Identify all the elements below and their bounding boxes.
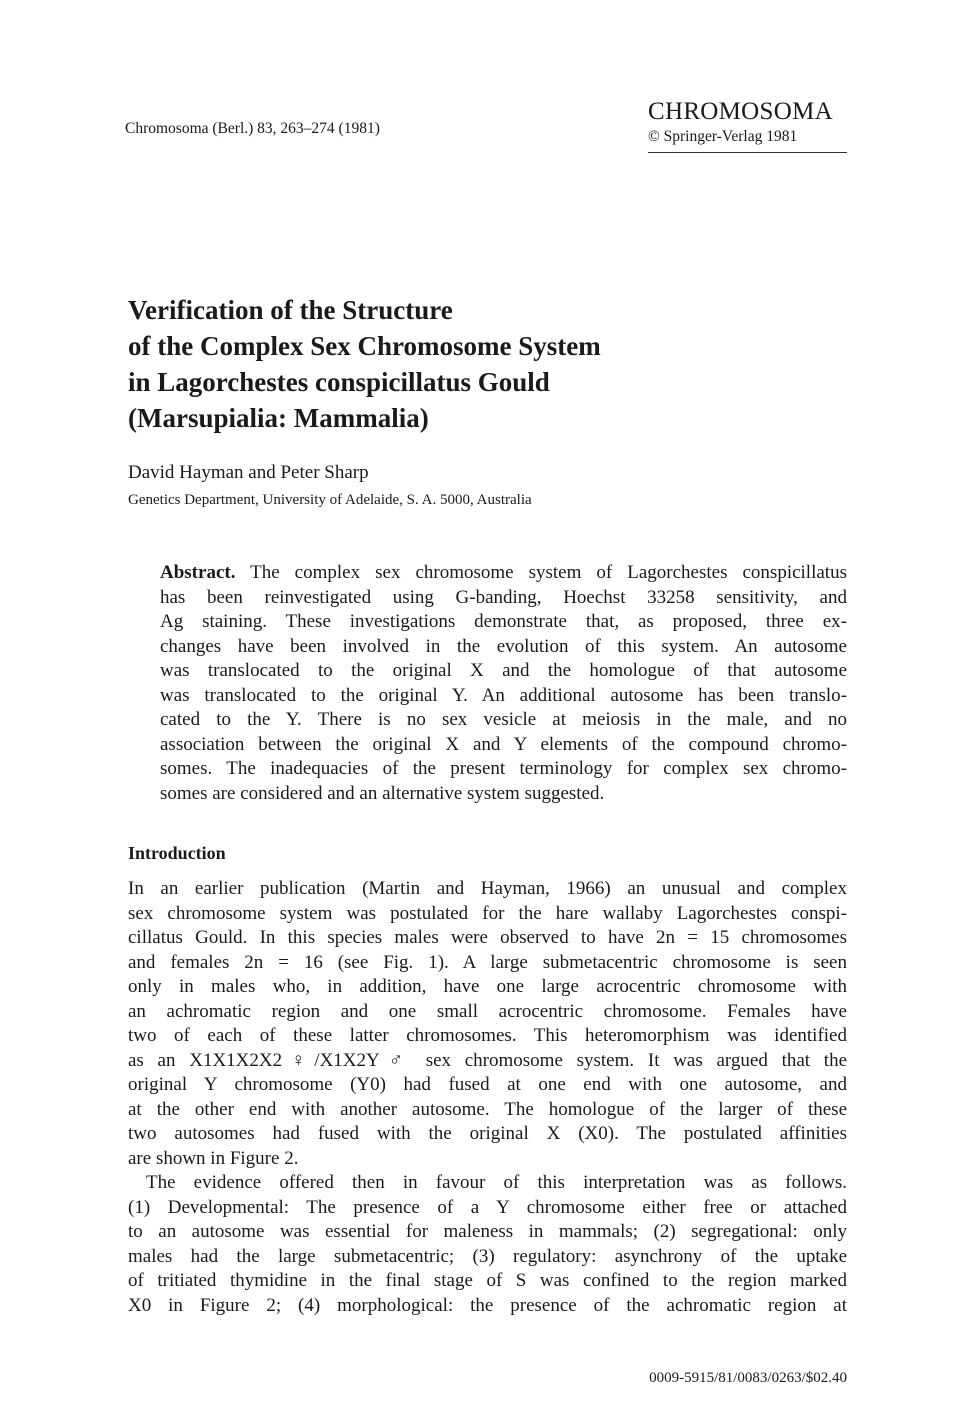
abstract-line: was translocated to the original X and the homologue of that autosome: [160, 660, 847, 681]
abstract-label: Abstract.: [160, 562, 236, 583]
publisher-copyright: © Springer-Verlag 1981: [648, 128, 798, 145]
body-line: two autosomes had fused with the original X (X0). The postulated affinities: [128, 1123, 847, 1144]
body-line: at the other end with another autosome. The homologue of the larger of these: [128, 1098, 847, 1120]
journal-masthead: [648, 98, 847, 153]
abstract-line: association between the original X and Y elements of the compound chromo-: [160, 733, 847, 755]
body-line: The evidence offered then in favour of this interpretation was as follows.: [146, 1172, 847, 1193]
body-line: X0 in Figure 2; (4) morphological: the presence of the achromatic region at: [128, 1294, 847, 1316]
authors: David Hayman and Peter Sharp: [128, 462, 369, 483]
body-line: In an earlier publication (Martin and Hayman, 1966) an unusual and complex: [128, 878, 847, 899]
body-line: sex chromosome system was postulated for the hare wallaby Lagorchestes conspi-: [128, 902, 847, 924]
abstract-line-text: The complex sex chromosome system of Lagorchestes conspicillatus: [250, 562, 847, 583]
abstract-line: somes. The inadequacies of the present terminology for complex sex chromo-: [160, 758, 847, 779]
journal-name: CHROMOSOMA: [648, 98, 833, 125]
article-code: 0009-5915/81/0083/0263/$02.40: [649, 1370, 847, 1386]
abstract-line: [160, 561, 847, 586]
body-line: cillatus Gould. In this species males were observed to have 2n = 15 chromosomes: [128, 927, 847, 948]
body-line: males had the large submetacentric; (3) regulatory: asynchrony of the uptake: [128, 1245, 847, 1267]
abstract-line: cated to the Y. There is no sex vesicle at meiosis in the male, and no: [160, 709, 847, 730]
title-line: of the Complex Sex Chromosome System: [128, 331, 601, 361]
body-line: two of each of these latter chromosomes. This heteromorphism was identified: [128, 1025, 847, 1046]
abstract: [160, 561, 847, 806]
title-line: (Marsupialia: Mammalia): [128, 403, 429, 433]
body-line: to an autosome was essential for maleness in mammals; (2) segregational: only: [128, 1221, 847, 1242]
body-line: are shown in Figure 2.: [128, 1147, 299, 1169]
masthead-rule: [648, 152, 847, 153]
abstract-line: was translocated to the original Y. An additional autosome has been translo-: [160, 684, 847, 706]
abstract-line: Ag staining. These investigations demonstrate that, as proposed, three ex-: [160, 611, 847, 632]
title-line: Verification of the Structure: [128, 295, 453, 325]
abstract-line: has been reinvestigated using G-banding, Hoechst 33258 sensitivity, and: [160, 586, 847, 608]
body-line: and females 2n = 16 (see Fig. 1). A large submetacentric chromosome is seen: [128, 951, 847, 973]
abstract-line: somes are considered and an alternative system suggested.: [160, 782, 605, 804]
introduction-body: [128, 877, 847, 1318]
body-line: an achromatic region and one small acrocentric chromosome. Females have: [128, 1000, 847, 1022]
body-line: only in males who, in addition, have one large acrocentric chromosome with: [128, 976, 847, 997]
journal-citation: Chromosoma (Berl.) 83, 263–274 (1981): [125, 120, 380, 137]
affiliation: Genetics Department, University of Adelaide, S. A. 5000, Australia: [128, 492, 532, 508]
article-title: [128, 292, 828, 436]
section-heading: Introduction: [128, 843, 226, 863]
body-line: (1) Developmental: The presence of a Y chromosome either free or attached: [128, 1196, 847, 1218]
title-line: in Lagorchestes conspicillatus Gould: [128, 367, 550, 397]
abstract-line: changes have been involved in the evolution of this system. An autosome: [160, 635, 847, 657]
body-line: as an X1X1X2X2♀/X1X2Y♂ sex chromosome system. It was argued that the: [128, 1049, 847, 1071]
body-line: original Y chromosome (Y0) had fused at one end with one autosome, and: [128, 1074, 847, 1095]
body-line: of tritiated thymidine in the final stage of S was confined to the region marked: [128, 1270, 847, 1291]
